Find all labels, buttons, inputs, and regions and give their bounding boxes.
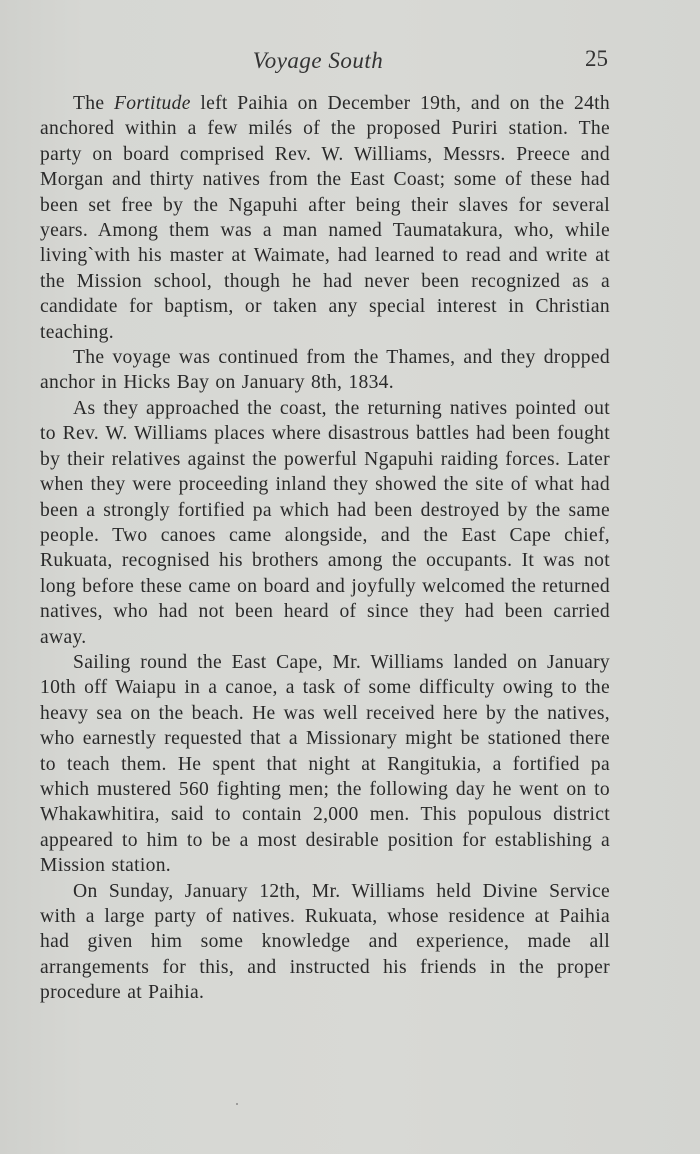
page-number: 25 bbox=[585, 46, 608, 71]
paragraph-text: The voyage was continued from the Thames, and they dropped anchor in Hicks Bay on January 8th, 1834. bbox=[40, 347, 610, 394]
ship-name: Fortitude bbox=[114, 93, 191, 114]
paragraph-lead: The bbox=[73, 93, 114, 114]
paragraph-text: Sailing round the East Cape, Mr. Williams landed on January 10th off Waiapu in a canoe, a task of some difficulty owing to the heavy sea on the beach. He was well received here by the natives, who earnestly requested that a Missionary might be stationed there to teach them. He spent that night at Rangitukia, a fortified pa which mustered 560 fighting men; the following day he went on to Whakawhitira, said to contain 2,000 men. This populous district appeared to him to be a most desirable position for establishing a Mission station. bbox=[40, 651, 610, 877]
paragraph-2 bbox=[40, 345, 610, 396]
running-head bbox=[0, 46, 700, 80]
paragraph-4 bbox=[40, 650, 610, 879]
paragraph-1 bbox=[40, 91, 610, 345]
paragraph-3 bbox=[40, 396, 610, 650]
paragraph-5 bbox=[40, 879, 610, 1006]
paragraph-text: left Paihia on December 19th, and on the 24th anchored within a few milés of the proposed Puriri station. The party on board comprised Rev. W. Williams, Messrs. Preece and Morgan and thirty natives from the East Coast; some of these had been set free by the Ngapuhi after being their slaves for several years. Among them was a man named Taumatakura, who, while living`with his master at Waimate, had learned to read and write at the Mission school, though he had never been recognized as a candidate for baptism, or taken any special interest in Christian teaching. bbox=[40, 93, 611, 343]
body-text bbox=[40, 91, 610, 1006]
paragraph-text: As they approached the coast, the returning natives pointed out to Rev. W. Williams places where disastrous battles had been fought by their relatives against the powerful Ngapuhi raiding forces. Later when they were proceeding inland they showed the site of what had been a strongly fortified pa which had been destroyed by the same people. Two canoes came alongside, and the East Cape chief, Rukuata, recognised his brothers among the occupants. It was not long before these came on board and joyfully welcomed the returned natives, who had not been heard of since they had been carried away. bbox=[40, 397, 610, 648]
paper-speck bbox=[236, 1103, 238, 1105]
chapter-title: Voyage South bbox=[252, 48, 384, 73]
paragraph-text: On Sunday, January 12th, Mr. Williams held Divine Service with a large party of natives. Rukuata, whose residence at Paihia had given him some knowledge and experience, made all arrangements for this, and instructed his friends in the proper procedure at Paihia. bbox=[40, 880, 610, 1004]
